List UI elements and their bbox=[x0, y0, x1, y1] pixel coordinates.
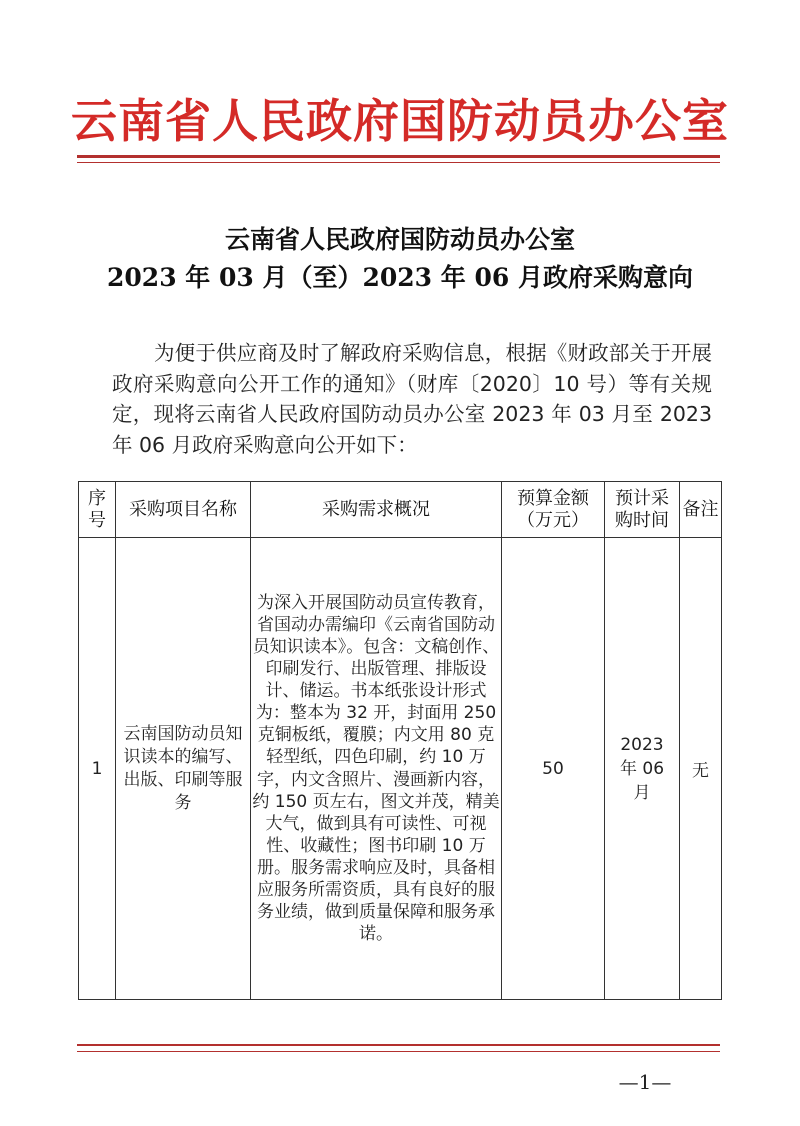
header-time: 预计采购时间 bbox=[605, 482, 680, 538]
document-title-line1: 云南省人民政府国防动员办公室 bbox=[224, 225, 575, 254]
table-header-row bbox=[79, 482, 722, 538]
footer-rule-thick bbox=[77, 1044, 720, 1046]
header-budget: 预算金额（万元） bbox=[502, 482, 605, 538]
header-seq: 序号 bbox=[79, 482, 116, 538]
cell-seq: 1 bbox=[79, 538, 116, 1000]
letterhead-rule-thin bbox=[77, 162, 720, 163]
cell-budget: 50 bbox=[502, 538, 605, 1000]
header-note: 备注 bbox=[680, 482, 722, 538]
letterhead-rule-thick bbox=[77, 155, 720, 158]
cell-note: 无 bbox=[680, 538, 722, 1000]
footer-rule-thin bbox=[77, 1051, 720, 1052]
procurement-table bbox=[78, 481, 722, 1000]
cell-summary: 为深入开展国防动员宣传教育，省国动办需编印《云南省国防动员知识读本》。包含：文稿创作、印刷发行、出版管理、排版设计、储运。书本纸张设计形式为：整本为 32 开，封面用 250 克铜板纸，覆膜；内文用 80 克轻型纸，四色印刷，约 10 万字，内文含照片、漫画新内容，约 150 页左右，图文并茂，精美大气，做到具有可读性、可视性、收藏性；图书印刷 10 万册。服务需求响应及时，具备相应服务所需资质，具有良好的服务业绩，做到质量保障和服务承诺。 bbox=[251, 538, 502, 1000]
document-title-line2: 2023 年 03 月（至）2023 年 06 月政府采购意向 bbox=[107, 263, 693, 292]
table-row bbox=[79, 538, 722, 1000]
cell-time: 2023 年 06 月 bbox=[605, 538, 680, 1000]
intro-text: 为便于供应商及时了解政府采购信息，根据《财政部关于开展政府采购意向公开工作的通知》（财库〔2020〕10 号）等有关规定，现将云南省人民政府国防动员办公室 2023 年 03 月至 2023 年 06 月政府采购意向公开如下： bbox=[112, 341, 712, 457]
header-summary: 采购需求概况 bbox=[251, 482, 502, 538]
intro-paragraph bbox=[112, 338, 712, 460]
header-project-name: 采购项目名称 bbox=[116, 482, 251, 538]
cell-project-name: 云南国防动员知识读本的编写、出版、印刷等服务 bbox=[116, 538, 251, 1000]
letterhead-org-name: 云南省人民政府国防动员办公室 bbox=[71, 94, 729, 148]
page-number: —1— bbox=[618, 1070, 672, 1094]
